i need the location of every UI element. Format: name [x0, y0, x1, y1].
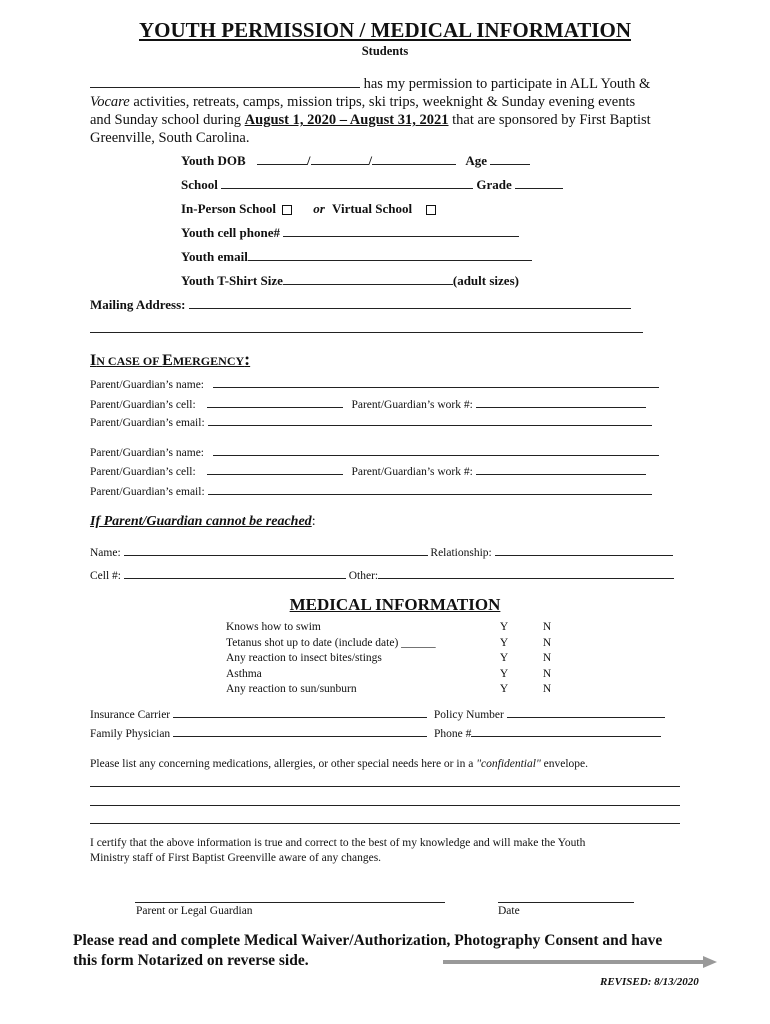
youth-cell-row — [181, 225, 519, 241]
school-field[interactable] — [221, 177, 473, 189]
school-label: School — [181, 177, 218, 192]
medical-heading: MEDICAL INFORMATION — [289, 595, 501, 614]
guardian1-name-row — [90, 376, 659, 391]
physician-row — [90, 725, 661, 740]
guardian1-name-label: Parent/Guardian’s name: — [90, 379, 205, 391]
guardian-signature-field[interactable] — [135, 902, 445, 903]
signature-date-label: Date — [498, 905, 520, 917]
right-arrow-icon — [443, 955, 719, 969]
youth-email-label: Youth email — [181, 249, 248, 264]
guardian2-phone-row — [90, 463, 646, 478]
inperson-checkbox[interactable] — [282, 205, 292, 215]
sun-no-option[interactable]: N — [542, 683, 552, 695]
tshirt-row — [181, 273, 519, 289]
physician-label: Family Physician — [90, 728, 171, 740]
mailing-address-field-2[interactable] — [90, 332, 643, 333]
guardian1-phone-row — [90, 396, 646, 411]
school-type-row — [181, 201, 436, 217]
mailing-row — [90, 297, 631, 313]
virtual-label: Virtual School — [332, 201, 413, 216]
asthma-no-option[interactable]: N — [542, 668, 552, 680]
medical-item: Knows how to swim — [226, 621, 321, 633]
intro-line-1 — [90, 76, 650, 93]
certify-line-1: I certify that the above information is true and correct to the best of my knowledge and will make the Youth — [90, 837, 586, 849]
policy-label: Policy Number — [433, 709, 504, 721]
emergency-heading-i: I — [90, 352, 97, 369]
guardian2-email-label: Parent/Guardian’s email: — [90, 486, 205, 498]
backup-heading — [90, 514, 316, 530]
tshirt-suffix: (adult sizes) — [452, 273, 519, 288]
policy-field[interactable] — [507, 706, 665, 718]
confidential-text: "confidential" — [476, 758, 541, 770]
special-needs-line-2[interactable] — [90, 805, 680, 806]
insect-no-option[interactable]: N — [542, 652, 552, 664]
guardian2-name-field[interactable] — [213, 444, 659, 456]
guardian1-email-label: Parent/Guardian’s email: — [90, 417, 205, 429]
grade-label: Grade — [476, 177, 512, 192]
backup-other-field[interactable] — [378, 567, 674, 579]
insect-yes-option[interactable]: Y — [499, 652, 509, 664]
mailing-address-field-1[interactable] — [189, 297, 631, 309]
intro-text-1: has my permission to participate in ALL Youth & — [363, 76, 651, 92]
guardian2-cell-field[interactable] — [207, 463, 343, 475]
special-needs-prompt — [90, 758, 588, 770]
intro-line-3 — [90, 112, 651, 129]
backup-cell-row — [90, 567, 674, 582]
guardian2-email-row — [90, 483, 652, 498]
intro-text-3a: and Sunday school during — [90, 112, 245, 128]
guardian1-work-label: Parent/Guardian’s work #: — [351, 399, 473, 411]
backup-name-label: Name: — [90, 547, 121, 559]
physician-phone-label: Phone # — [433, 728, 472, 740]
backup-heading-text: If Parent/Guardian cannot be reached — [90, 514, 312, 529]
special-needs-line-1[interactable] — [90, 786, 680, 787]
dob-day-field[interactable] — [311, 153, 369, 165]
vocare-text: Vocare — [90, 94, 130, 110]
page-subtitle: Students — [361, 44, 409, 58]
backup-cell-label: Cell #: — [90, 570, 121, 582]
backup-relationship-field[interactable] — [495, 544, 673, 556]
intro-text-2: activities, retreats, camps, mission trips, ski trips, weeknight & Sunday evening events — [129, 94, 636, 110]
tetanus-no-option[interactable]: N — [542, 637, 552, 649]
special-needs-text: Please list any concerning medications, allergies, or other special needs here or in a — [90, 758, 477, 770]
or-label: or — [313, 201, 325, 216]
dob-label: Youth DOB — [181, 153, 246, 168]
backup-name-field[interactable] — [124, 544, 428, 556]
permission-dates: August 1, 2020 – August 31, 2021 — [244, 112, 449, 128]
medical-item: Asthma — [226, 668, 262, 680]
notice-line-1: Please read and complete Medical Waiver/Authorization, Photography Consent and have — [73, 932, 663, 949]
page-title: YOUTH PERMISSION / MEDICAL INFORMATION — [139, 18, 631, 42]
guardian2-work-field[interactable] — [476, 463, 646, 475]
tshirt-label: Youth T-Shirt Size — [181, 273, 283, 288]
tshirt-size-field[interactable] — [283, 273, 453, 285]
insurance-label: Insurance Carrier — [90, 709, 171, 721]
tetanus-yes-option[interactable]: Y — [499, 637, 509, 649]
special-needs-text-end: envelope. — [540, 758, 589, 770]
guardian2-email-field[interactable] — [208, 483, 652, 495]
backup-relationship-label: Relationship: — [430, 547, 492, 559]
guardian1-cell-label: Parent/Guardian’s cell: — [90, 399, 196, 411]
asthma-yes-option[interactable]: Y — [499, 668, 509, 680]
mailing-label: Mailing Address: — [90, 297, 186, 312]
special-needs-line-3[interactable] — [90, 823, 680, 824]
insurance-row — [90, 706, 665, 721]
guardian2-name-row — [90, 444, 659, 459]
age-label: Age — [465, 153, 488, 168]
guardian1-work-field[interactable] — [476, 396, 646, 408]
emergency-heading-rest: MERGENCY — [172, 354, 245, 368]
youth-email-row — [181, 249, 532, 265]
swim-yes-option[interactable]: Y — [499, 621, 509, 633]
medical-item: Any reaction to insect bites/stings — [226, 652, 382, 664]
guardian-signature-label: Parent or Legal Guardian — [136, 905, 253, 917]
guardian2-cell-label: Parent/Guardian’s cell: — [90, 466, 196, 478]
virtual-checkbox[interactable] — [426, 205, 436, 215]
school-row — [181, 177, 563, 193]
intro-text-3b: that are sponsored by First Baptist — [448, 112, 651, 128]
intro-line-4: Greenville, South Carolina. — [90, 130, 250, 146]
emergency-heading — [90, 349, 250, 370]
medical-item: Tetanus shot up to date (include date) ______ — [226, 637, 436, 649]
dob-month-field[interactable] — [257, 153, 307, 165]
dob-year-field[interactable] — [372, 153, 456, 165]
grade-field[interactable] — [515, 177, 563, 189]
backup-name-row — [90, 544, 673, 559]
sun-yes-option[interactable]: Y — [499, 683, 509, 695]
youth-cell-field[interactable] — [283, 225, 519, 237]
emergency-heading-e: E — [162, 352, 173, 369]
physician-field[interactable] — [173, 725, 427, 737]
guardian1-email-row — [90, 414, 652, 429]
revised-date: REVISED: 8/13/2020 — [600, 976, 699, 988]
inperson-label: In-Person School — [181, 201, 276, 216]
dob-row: Youth DOB / / Age — [181, 153, 530, 169]
guardian1-email-field[interactable] — [208, 414, 652, 426]
emergency-heading-n: N CASE OF — [96, 354, 163, 368]
medical-item: Any reaction to sun/sunburn — [226, 683, 357, 695]
participant-name-field[interactable] — [90, 76, 360, 88]
intro-line-2 — [90, 94, 635, 111]
backup-heading-colon: : — [311, 514, 316, 529]
swim-no-option[interactable]: N — [542, 621, 552, 633]
backup-cell-field[interactable] — [124, 567, 346, 579]
signature-date-field[interactable] — [498, 902, 634, 903]
youth-cell-label: Youth cell phone# — [181, 225, 280, 240]
age-field[interactable] — [490, 153, 530, 165]
physician-phone-field[interactable] — [471, 725, 661, 737]
guardian1-cell-field[interactable] — [207, 396, 343, 408]
certify-line-2: Ministry staff of First Baptist Greenville aware of any changes. — [90, 852, 382, 864]
guardian2-work-label: Parent/Guardian’s work #: — [351, 466, 473, 478]
backup-other-label: Other: — [348, 570, 379, 582]
guardian2-name-label: Parent/Guardian’s name: — [90, 447, 205, 459]
emergency-heading-colon: : — [244, 349, 251, 369]
insurance-field[interactable] — [173, 706, 427, 718]
notice-line-2: this form Notarized on reverse side. — [73, 952, 309, 969]
guardian1-name-field[interactable] — [213, 376, 659, 388]
youth-email-field[interactable] — [248, 249, 532, 261]
